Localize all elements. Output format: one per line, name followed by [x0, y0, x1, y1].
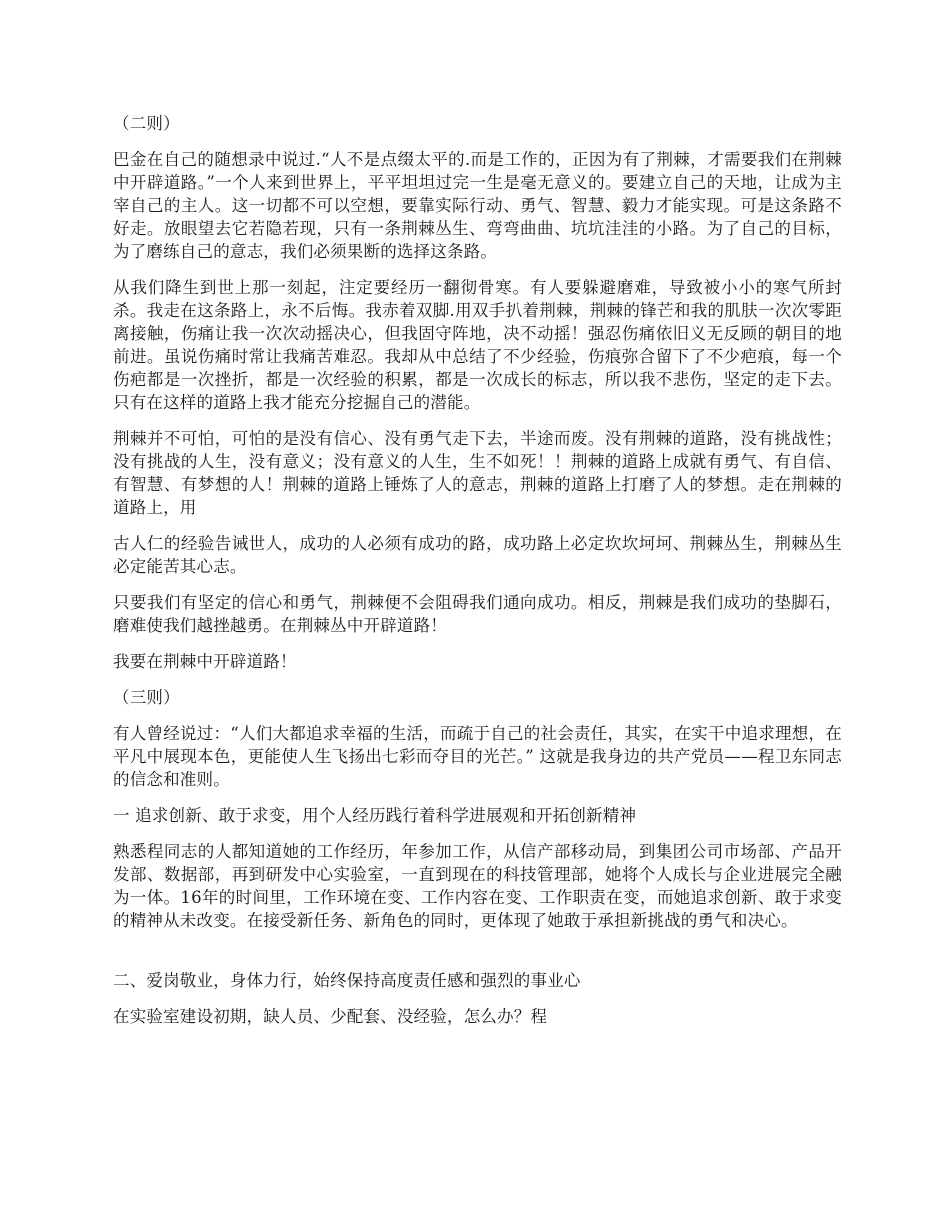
paragraph-work-experience: 熟悉程同志的人都知道她的工作经历，年参加工作，从信产部移动局，到集团公司市场部、产品开发部、数据部，再到研发中心实验室，一直到现在的科技管理部，她将个人成长与企业进展完全融为一体。16年的时间里，工作环境在变、工作内容在变、工作职责在变，而她追求创新、敢于求变的精神从未改变。在接受新任务、新角色的同时，更体现了她敢于承担新挑战的勇气和决心。: [113, 842, 842, 930]
paragraph-lab-early-days: 在实验室建设初期，缺人员、少配套、没经验，怎么办？程: [113, 1007, 548, 1026]
subheading-dedication: 二、爱岗敬业，身体力行，始终保持高度责任感和强烈的事业心: [113, 971, 581, 990]
paragraph-confidence: 只要我们有坚定的信心和勇气，荆棘便不会阻碍我们通向成功。相反，荆棘是我们成功的垫脚石，磨难使我们越挫越勇。在荆棘丛中开辟道路！: [113, 593, 842, 635]
paragraph-hardship: 从我们降生到世上那一刻起，注定要经历一翻彻骨寒。有人要躲避磨难，导致被小小的寒气所封杀。我走在这条路上，永不后悔。我赤着双脚.用双手扒着荆棘，荆棘的锋芒和我的肌肤一次次零距离接触，伤痛让我一次次动摇决心，但我固守阵地，决不动摇！强忍伤痛依旧义无反顾的朝目的地前进。虽说伤痛时常让我痛苦难忍。我却从中总结了不少经验，伤痕弥合留下了不少疤痕，每一个伤疤都是一次挫折，都是一次经验的积累，都是一次成长的标志，所以我不悲伤，坚定的走下去。只有在这样的道路上我才能充分挖掘自己的潜能。: [113, 278, 842, 412]
section-heading-three: （三则）: [113, 688, 180, 707]
paragraph-thorns-not-scary: 荆棘并不可怕，可怕的是没有信心、没有勇气走下去，半途而废。没有荆棘的道路，没有挑战性；没有挑战的人生，没有意义；没有意义的人生，生不如死！！荆棘的道路上成就有勇气、有自信、有智慧、有梦想的人！荆棘的道路上锤炼了人的意志，荆棘的道路上打磨了人的梦想。走在荆棘的道路上，用: [113, 429, 842, 517]
paragraph-resolve: 我要在荆棘中开辟道路！: [113, 652, 297, 671]
paragraph-quote-responsibility: 有人曾经说过：“人们大都追求幸福的生活，而疏于自己的社会责任，其实，在实干中追求理想，在平凡中展现本色，更能使人生飞扬出七彩而夺目的光芒。” 这就是我身边的共产党员——程卫东同志的信念和准则。: [113, 724, 842, 789]
paragraph-bajin-quote: 巴金在自己的随想录中说过.“人不是点缀太平的.而是工作的，正因为有了荆棘，才需要我们在荆棘中开辟道路。”一个人来到世界上，平平坦坦过完一生是毫无意义的。要建立自己的天地，让成为主宰自己的主人。这一切都不可以空想，要靠实际行动、勇气、智慧、毅力才能实现。可是这条路不好走。放眼望去它若隐若现，只有一条荆棘丛生、弯弯曲曲、坑坑洼洼的小路。为了自己的目标，为了磨练自己的意志，我们必须果断的选择这条路。: [113, 150, 842, 261]
paragraph-ancient-wisdom: 古人仁的经验告诫世人，成功的人必须有成功的路，成功路上必定坎坎坷坷、荆棘丛生，荆棘丛生必定能苦其心志。: [113, 534, 842, 576]
subheading-innovation: 一 追求创新、敢于求变，用个人经历践行着科学进展观和开拓创新精神: [113, 806, 637, 825]
section-heading-two: （二则）: [113, 114, 180, 133]
spacer: [113, 945, 842, 969]
